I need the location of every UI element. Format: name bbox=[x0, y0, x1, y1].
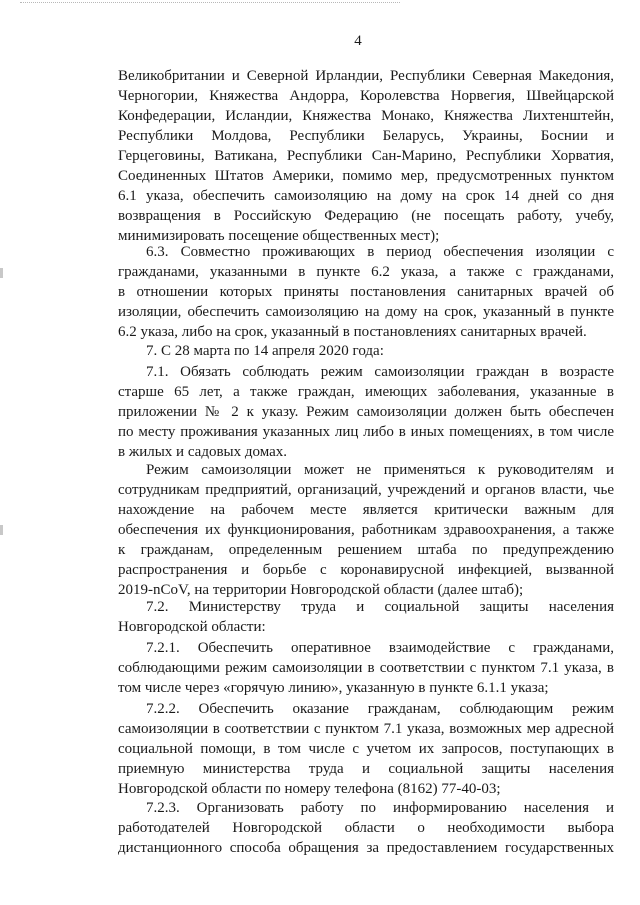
text-line: в жилых и садовых домах. bbox=[118, 444, 287, 460]
text-line: 6.3. Совместно проживающих в период обеспечения изоляции с bbox=[146, 244, 614, 260]
text-line: нахождение на рабочем месте является критически важным для bbox=[118, 502, 614, 518]
text-line: соблюдающими режим самоизоляции в соответствии с пунктом 7.1 указа, в bbox=[118, 660, 614, 676]
text-line: 7.1. Обязать соблюдать режим самоизоляции граждан в возрасте bbox=[146, 364, 614, 380]
text-line: Великобритании и Северной Ирландии, Республики Северная Македония, bbox=[118, 68, 614, 84]
text-line: Новгородской области: bbox=[118, 619, 266, 635]
paragraph bbox=[118, 638, 614, 698]
text-line: 6.2 указа, либо на срок, указанный в постановлениях санитарных врачей. bbox=[118, 324, 587, 340]
paragraph bbox=[118, 460, 614, 600]
paragraph bbox=[118, 341, 614, 361]
text-line: Новгородской области по номеру телефона (8162) 77-40-03; bbox=[118, 781, 501, 797]
text-line: 2019-nCoV, на территории Новгородской области (далее штаб); bbox=[118, 582, 524, 598]
page-number: 4 bbox=[354, 33, 362, 49]
text-line: сотрудникам предприятий, организаций, учреждений и органов власти, чье bbox=[118, 482, 614, 498]
text-line: дистанционного способа обращения за предоставлением государственных bbox=[118, 840, 614, 856]
text-line: работодателей Новгородской области о необходимости выбора bbox=[118, 820, 614, 836]
text-line: приложении № 2 к указу. Режим самоизоляции должен быть обеспечен bbox=[118, 404, 614, 420]
text-line: минимизировать посещение общественных мест); bbox=[118, 228, 440, 244]
text-line: распространения и борьбе с коронавирусной инфекцией, вызванной bbox=[118, 562, 614, 578]
text-line: Конфедерации, Исландии, Княжества Монако, Княжества Лихтенштейн, bbox=[118, 108, 614, 124]
text-line: возвращения в Российскую Федерацию (не посещать работу, учебу, bbox=[118, 208, 614, 224]
text-line: Соединенных Штатов Америки, помимо мер, предусмотренных пунктом bbox=[118, 168, 614, 184]
paragraph bbox=[118, 242, 614, 342]
text-line: 7.2.2. Обеспечить оказание гражданам, соблюдающим режим bbox=[146, 701, 614, 717]
scan-edge-mark bbox=[0, 525, 3, 535]
paragraph bbox=[118, 66, 614, 246]
scan-edge-mark bbox=[0, 268, 3, 278]
text-line: 7.2.1. Обеспечить оперативное взаимодействие с гражданами, bbox=[146, 640, 614, 656]
paragraph bbox=[118, 597, 614, 637]
text-line: гражданами, указанными в пункте 6.2 указа, а также с гражданами, bbox=[118, 264, 614, 280]
text-line: в отношении которых приняты постановления санитарных врачей об bbox=[118, 284, 614, 300]
text-line: изоляции, обеспечить самоизоляцию на дому на срок, указанный в пункте bbox=[118, 304, 614, 320]
text-line: 7. С 28 марта по 14 апреля 2020 года: bbox=[146, 343, 384, 359]
paragraph bbox=[118, 362, 614, 462]
text-line: обеспечения их функционирования, работникам здравоохранения, а также bbox=[118, 522, 614, 538]
paragraph bbox=[118, 699, 614, 799]
text-line: 7.2. Министерству труда и социальной защиты населения bbox=[146, 599, 614, 615]
text-line: том числе через «горячую линию», указанную в пункте 6.1.1 указа; bbox=[118, 680, 549, 696]
text-line: 7.2.3. Организовать работу по информированию населения и bbox=[146, 800, 614, 816]
text-line: самоизоляции в соответствии с пунктом 7.1 указа, возможных мер адресной bbox=[118, 721, 614, 737]
text-line: Черногории, Княжества Андорра, Королевства Норвегия, Швейцарской bbox=[118, 88, 614, 104]
text-line: Герцеговины, Ватикана, Республики Сан-Марино, Республики Хорватия, bbox=[118, 148, 614, 164]
text-line: 6.1 указа, обеспечить самоизоляцию на дому на срок 14 дней со дня bbox=[118, 188, 614, 204]
scan-artifact-top bbox=[20, 2, 400, 6]
text-line: приемную министерства труда и социальной защиты населения bbox=[118, 761, 614, 777]
text-line: по месту проживания указанных лиц либо в иных помещениях, в том числе bbox=[118, 424, 614, 440]
text-line: социальной помощи, в том числе с учетом их запросов, поступающих в bbox=[118, 741, 614, 757]
text-line: к гражданам, определенным решением штаба по предупреждению bbox=[118, 542, 614, 558]
text-line: Республики Молдова, Республики Беларусь, Украины, Боснии и bbox=[118, 128, 614, 144]
text-line: Режим самоизоляции может не применяться к руководителям и bbox=[146, 462, 614, 478]
paragraph bbox=[118, 798, 614, 858]
text-line: старше 65 лет, а также граждан, имеющих заболевания, указанные в bbox=[118, 384, 614, 400]
